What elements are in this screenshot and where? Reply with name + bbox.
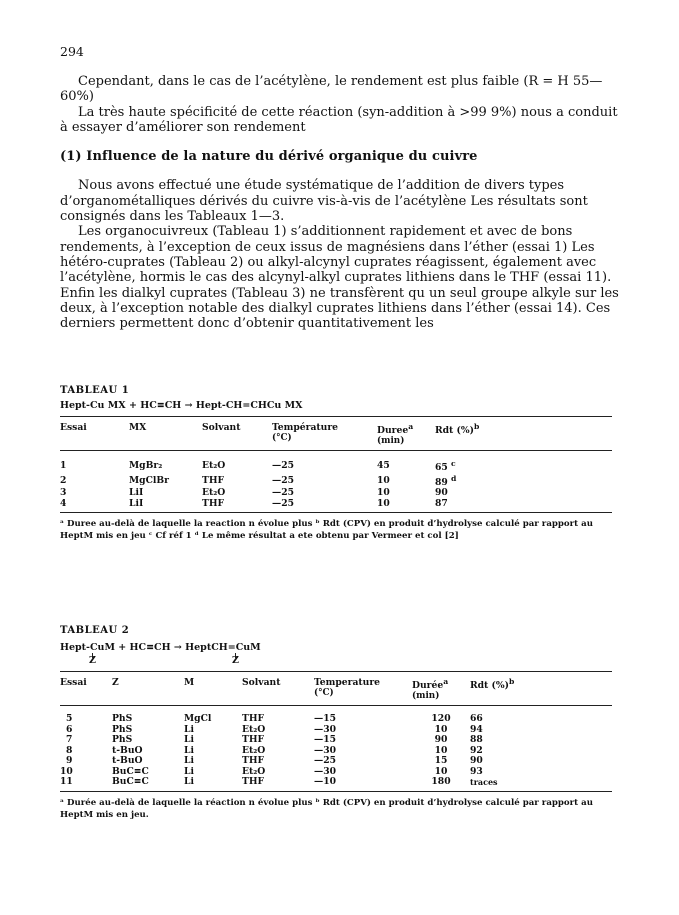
header-solvant: Solvant [242,677,281,688]
header-duree-label: Durée [412,680,444,692]
cell-rdt: 88 [470,734,483,746]
cell-solvant: THF [242,734,265,746]
cell-duree: 180 [431,776,451,788]
cell-mx: MgBr₂ [129,460,163,472]
table-row [60,714,612,725]
header-duree-sup: a [408,422,414,431]
table-row [60,756,612,767]
header-temperature-label: Température [272,422,339,433]
cell-m: Li [184,723,194,735]
cell-duree: 10 [377,497,390,509]
cell-m: Li [184,776,194,788]
cell-essai: 10 [60,765,73,777]
table-row [60,474,612,489]
table-1 [60,385,612,542]
table-1-footnote: ᵃ Duree au-delà de laquelle la reaction n évolue plus ᵇ Rdt (CPV) en produit d’hydrolyse calculé par rapport au HeptM mis en jeu ᶜ Cf réf 1 ᵈ Le même résultat a ete obtenu par Vermeer et col [2] [60,519,593,542]
cell-duree: 10 [434,723,448,735]
cell-z: BuC≡C [112,776,149,788]
cell-essai: 3 [60,487,67,499]
cell-solvant: Et₂O [242,744,266,756]
cell-temp: —25 [314,755,336,767]
cell-essai: 1 [60,460,67,472]
cell-rdt [435,488,612,499]
paragraph-2: La très haute spécificité de cette réaction (syn-addition à >99 9%) nous a conduit à essayer d’améliorer son rendement [60,104,618,135]
header-duree [412,672,470,706]
header-rdt-label: Rdt (%) [470,680,509,692]
cell-essai: 4 [60,497,67,509]
cell-solvant: THF [202,474,225,486]
cell-temp: —25 [272,460,294,472]
table-2 [60,625,612,821]
cell-rdt [435,459,612,474]
header-m: M [184,677,195,688]
cell-mx: LiI [129,487,144,499]
table-2-footnote: ᵃ Durée au-delà de laquelle la réaction n évolue plus ᵇ Rdt (CPV) en produit d’hydrolyse calculé par rapport au HeptM mis en jeu. [60,797,593,820]
header-duree-label: Duree [377,425,409,437]
cell-solvant: THF [242,755,265,767]
cell-duree: 120 [431,713,451,725]
table-1-equation: Hept-Cu MX + HC≡CH → Hept-CH=CHCu MX [60,400,303,411]
table-row [60,499,612,513]
cell-temp: —25 [272,497,294,509]
cell-temp: —30 [314,744,336,756]
cell-m: Li [184,765,194,777]
header-mx: MX [129,422,147,433]
cell-z: t-BuO [112,744,143,756]
header-duree-unit: (min) [377,436,405,447]
cell-solvant: THF [242,776,265,788]
cell-duree: 10 [434,744,448,756]
cell-rdt-value: 89 [435,476,448,488]
cell-temp: —25 [272,487,294,499]
cell-z: BuC≡C [112,765,149,777]
cell-duree: 45 [377,460,390,472]
z-right: Z [232,655,239,666]
header-temperature [272,417,377,451]
z-left: Z [89,655,96,666]
header-rdt-label: Rdt (%) [435,425,474,437]
page-number: 294 [60,44,84,59]
header-rdt-sup: b [473,422,480,431]
cell-essai: 7 [66,734,73,746]
cell-temp: —30 [314,723,336,735]
body-text [60,74,625,331]
cell-z: PhS [112,713,133,725]
header-rdt [435,417,612,451]
cell-mx: MgClBr [129,474,170,486]
cell-solvant: Et₂O [202,487,226,499]
cell-rdt-value: 65 [435,462,448,474]
header-duree-sup: a [443,677,449,686]
cell-z: PhS [112,734,133,746]
cell-solvant: Et₂O [202,460,226,472]
cell-rdt-value: 90 [435,487,448,499]
cell-essai: 2 [60,474,67,486]
cell-rdt-sup: d [451,473,457,483]
paragraph-1: Cependant, dans le cas de l’acétylène, le rendement est plus faible (R = H 55—60%) [60,74,603,105]
cell-z: t-BuO [112,755,143,767]
table-2-grid [60,671,612,792]
cell-z: PhS [112,723,133,735]
cell-m: Li [184,734,194,746]
table-row [60,746,612,757]
header-temperature-unit: (°C) [272,433,292,443]
header-duree [377,417,435,451]
cell-m: Li [184,755,194,767]
table-row [60,459,612,474]
cell-duree: 10 [377,487,390,499]
cell-temp: —10 [314,776,336,788]
section-heading: (1) Influence de la nature du dérivé organique du cuivre [60,149,478,165]
table-2-title: TABLEAU 2 [60,625,130,636]
cell-temp: —30 [314,765,336,777]
header-temperature-unit: (°C) [314,688,334,698]
cell-rdt [435,499,612,513]
cell-rdt [435,474,612,489]
header-essai: Essai [60,677,87,688]
cell-m: Li [184,744,194,756]
table-row [60,777,612,791]
cell-duree: 10 [434,765,448,777]
cell-solvant: Et₂O [242,723,266,735]
cell-solvant: THF [242,713,265,725]
table-2-substituent-line [60,653,612,667]
table-1-header-row [60,417,612,451]
paragraph-3: Nous avons effectué une étude systématique de l’addition de divers types d’organométalliques dérivés du cuivre vis-à-vis de l’acétylène Les résultats sont consignés dans les Tableaux 1—3. [60,178,588,225]
cell-essai: 6 [66,723,73,735]
table-1-grid [60,416,612,513]
cell-temp: —15 [314,734,336,746]
cell-m: MgCl [184,713,212,725]
table-1-title: TABLEAU 1 [60,385,130,396]
cell-temp: —15 [314,713,336,725]
cell-duree: 10 [377,474,390,486]
cell-duree: 90 [434,734,448,746]
header-essai: Essai [60,422,87,433]
header-rdt [470,672,612,706]
cell-rdt: 93 [470,765,483,777]
cell-duree: 15 [434,755,448,767]
paragraph-4: Les organocuivreux (Tableau 1) s’additionnent rapidement et avec de bons rendements, à l’exception de ceux issus de magnésiens dans l’éther (essai 1) Les hétéro-cuprates (Tableau 2) ou alkyl-alcynyl cuprates réagissent, également avec l’acétylène, hormis le cas des alcynyl-alkyl cuprates lithiens dans le THF (essai 11). Enfin les dialkyl cuprates (Tableau 3) ne transfèrent qu un seul groupe alkyle sur les deux, à l’exception notable des dialkyl cuprates lithiens dans l’éther (essai 14). Ces derniers permettent donc d’obtenir quantitativement les [60,224,619,332]
cell-rdt: traces [470,777,498,788]
cell-solvant: Et₂O [242,765,266,777]
header-temperature-label: Temperature [314,677,381,688]
header-temperature [314,672,412,706]
cell-solvant: THF [202,497,225,509]
cell-rdt: 66 [470,713,483,725]
table-2-header-row [60,672,612,706]
header-solvant: Solvant [202,422,241,433]
cell-essai: 9 [66,755,73,767]
cell-mx: LiI [129,497,144,509]
header-duree-unit: (min) [412,691,440,702]
cell-rdt: 94 [470,723,483,735]
cell-rdt-value: 87 [435,497,448,509]
header-rdt-sup: b [508,677,515,686]
cell-essai: 8 [66,744,73,756]
cell-rdt-sup: c [451,459,456,469]
table-row [60,735,612,746]
cell-temp: —25 [272,474,294,486]
cell-essai: 5 [66,713,73,725]
cell-rdt: 92 [470,744,483,756]
cell-rdt: 90 [470,755,483,767]
cell-essai: 11 [60,776,73,788]
header-z: Z [112,677,119,688]
table-2-equation: Hept-CuM + HC≡CH → HeptCH=CuM [60,642,261,653]
table-row [60,725,612,736]
